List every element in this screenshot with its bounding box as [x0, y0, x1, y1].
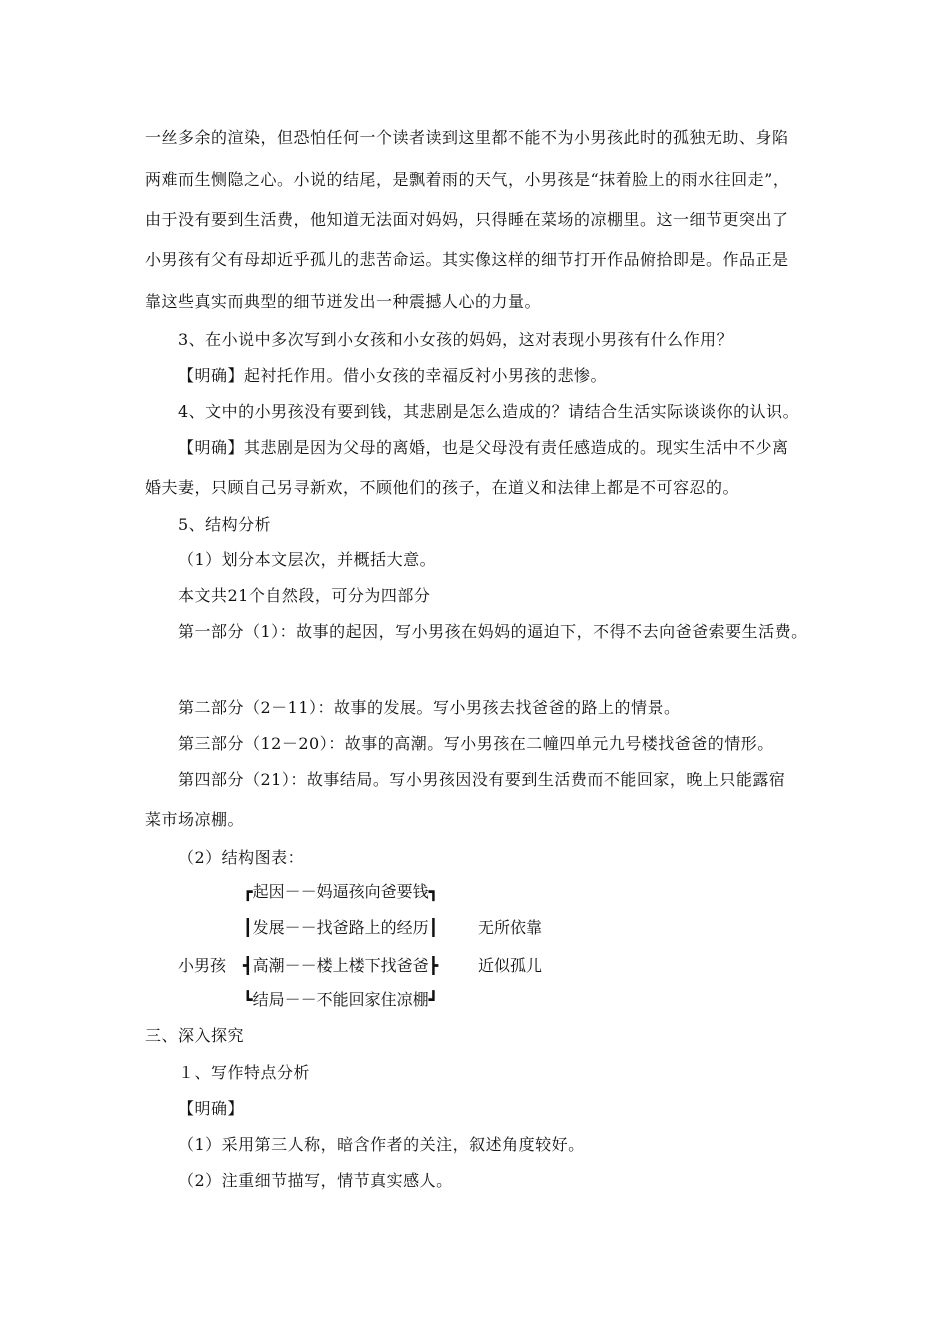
part-4-line: 第四部分（21）：故事结局。写小男孩因没有要到生活费而不能回家，晚上只能露宿	[178, 770, 786, 789]
question-3: 3、在小说中多次写到小女孩和小女孩的妈妈，这对表现小男孩有什么作用？	[178, 330, 734, 349]
diagram-right-label: 近似孤儿	[478, 956, 543, 975]
body-text-line: 靠这些真实而典型的细节迸发出一种震撼人心的力量。	[145, 292, 542, 311]
diagram-row-development: ┃发展－－找爸路上的经历┃	[243, 918, 439, 937]
question-5: 5、结构分析	[178, 515, 272, 534]
part-3: 第三部分（12－20）：故事的高潮。写小男孩在二幢四单元九号楼找爸爸的情形。	[178, 734, 774, 753]
diagram-row-cause: ┏起因－－妈逼孩向爸要钱┓	[243, 882, 439, 901]
part-1: 第一部分（1）：故事的起因，写小男孩在妈妈的逼迫下，不得不去向爸爸索要生活费。	[178, 622, 808, 641]
body-text-line: 一丝多余的渲染，但恐怕任何一个读者读到这里都不能不为小男孩此时的孤独无助、身陷	[145, 128, 789, 147]
diagram-center-label: 小男孩	[178, 956, 227, 975]
feature-item: （2）注重细节描写，情节真实感人。	[178, 1171, 453, 1190]
answer-4-line: 【明确】其悲剧是因为父母的离婚，也是父母没有责任感造成的。现实生活中不少离	[178, 438, 789, 457]
question-5-2: （2）结构图表：	[178, 848, 305, 867]
diagram-row-ending: ┗结局－－不能回家住凉棚┛	[243, 990, 439, 1009]
summary-text: 本文共21个自然段，可分为四部分	[178, 586, 431, 605]
question-5-1: （1）划分本文层次，并概括大意。	[178, 550, 437, 569]
part-4-line: 菜市场凉棚。	[145, 810, 245, 829]
answer-4-line: 婚夫妻，只顾自己另寻新欢，不顾他们的孩子，在道义和法律上都是不可容忍的。	[145, 478, 740, 497]
clarify-label: 【明确】	[178, 1099, 245, 1118]
question-4: 4、文中的小男孩没有要到钱，其悲剧是怎么造成的？请结合生活实际谈谈你的认识。	[178, 402, 800, 421]
body-text-line: 由于没有要到生活费，他知道无法面对妈妈，只得睡在菜场的凉棚里。这一细节更突出了	[145, 210, 789, 229]
body-text-line: 两难而生恻隐之心。小说的结尾，是飘着雨的天气，小男孩是“抹着脸上的雨水往回走”，	[145, 170, 790, 189]
subsection-heading: １、写作特点分析	[178, 1063, 311, 1082]
body-text-line: 小男孩有父有母却近乎孤儿的悲苦命运。其实像这样的细节打开作品俯拾即是。作品正是	[145, 250, 789, 269]
diagram-right-label: 无所依靠	[478, 918, 543, 937]
answer-3: 【明确】起衬托作用。借小女孩的幸福反衬小男孩的悲惨。	[178, 366, 608, 385]
feature-item: （1）采用第三人称，暗含作者的关注，叙述角度较好。	[178, 1135, 585, 1154]
section-heading: 三、深入探究	[145, 1026, 245, 1045]
part-2: 第二部分（2－11）：故事的发展。写小男孩去找爸爸的路上的情景。	[178, 698, 681, 717]
diagram-row-climax: ┫高潮－－楼上楼下找爸爸┣	[243, 956, 439, 975]
